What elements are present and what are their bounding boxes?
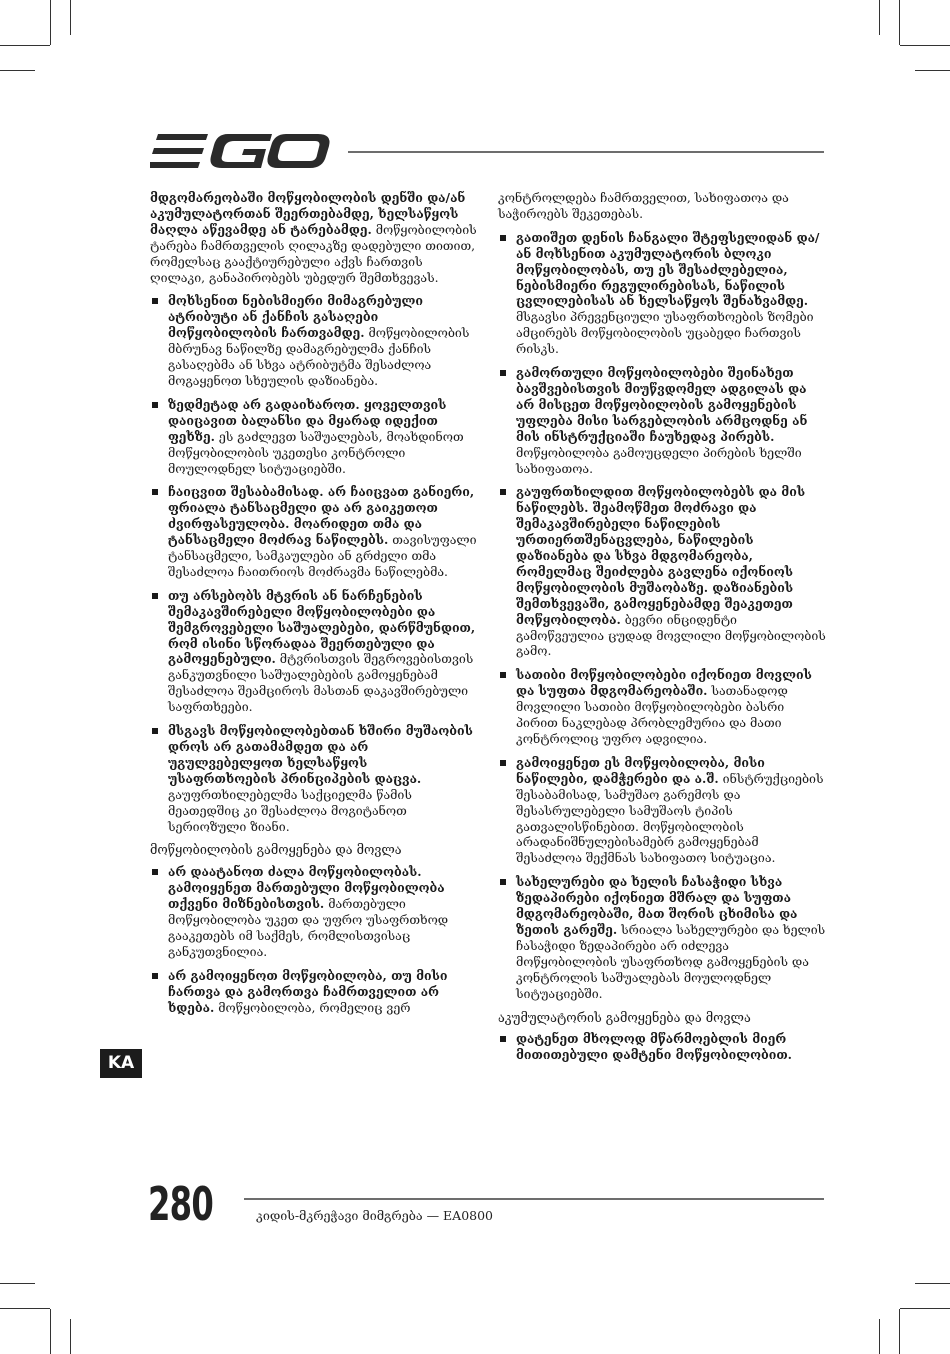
list-item-bold: გამორთული მოწყობილობები შეინახეთ ბავშვებისთვის მიუწვდომელ ადგილას და არ მისცეთ მოწყობილობის გამოყენების უფლება მისი სარგებლობის არმცოდნე ან მის ინსტრუქციაში ჩაუხედავ პირებს.: [516, 365, 808, 444]
bullet-square-icon: [152, 593, 158, 599]
list-item: [498, 667, 826, 747]
left-intro-bold: მდგომარეობაში მოწყობილობის დენში და/ან აკუმულატორთან შეერთებამდე, ხელსაწყოს მაღლა აწევამდე ან ტარებამდე.: [150, 190, 466, 237]
list-item-bold: გამოიყენეთ ეს მოწყობილობა, მისი ნაწილები, დამჭერები და ა.შ.: [516, 754, 765, 786]
list-item-bold: სახელურები და ხელის ჩასაჭიდი სხვა ზედაპირები იქონიეთ მშრალ და სუფთა მდგომარეობაში, მათ შორის ცხიმისა და ზეთის გარეშე.: [516, 874, 798, 937]
list-item: [150, 968, 478, 1016]
bullet-square-icon: [500, 1036, 506, 1042]
list-item-bold: არ დაატანოთ ძალა მოწყობილობას. გამოიყენეთ მართებული მოწყობილობა თქვენი მიზნებისთვის.: [168, 864, 445, 912]
bullet-square-icon: [152, 489, 158, 495]
list-item-text: მოწყობილობა, რომელიც ვერ: [214, 999, 411, 1015]
list-item: [498, 1031, 826, 1063]
bullet-square-icon: [500, 879, 506, 885]
bullet-square-icon: [500, 672, 506, 678]
list-item-text: სათანადოდ მოვლილი სათიბი მოწყობილობები ბასრი პირით ნაკლებად პრობლემურია და მათი კონტროლიც უფრო ადვილია.: [516, 683, 788, 746]
list-item-text: გაუფრთხილებელმა საქციელმა წამის მეათედშიც კი შესაძლოა მოგიტანოთ სერიოზული ზიანი.: [168, 786, 412, 834]
list-item-bold: სათიბი მოწყობილობები იქონიეთ მოვლის და სუფთა მდგომარეობაში.: [516, 667, 812, 699]
bullet-square-icon: [152, 298, 158, 304]
list-item-bold: თუ არსებობს მტვრის ან ნარჩენების შემაკავშირებელი მოწყობილობები და შემგროვებელი საშუალებები, დარწმუნდით, რომ ისინი სწორადაა შეერთებული და გამოყენებული.: [168, 587, 476, 667]
list-item: [498, 230, 826, 357]
list-item-text: მოწყობილობა გამოუცდელი პირების ხელში სახიფათოა.: [516, 444, 802, 476]
list-item: [498, 365, 826, 476]
list-item: [498, 755, 826, 866]
list-item-text: მტვრისთვის შეგროვებისთვის განკუთვნილი საშუალებების გამოყენებამ შესაძლოა შეამციროს მასთან დაკავშირებული საფრთხეები.: [168, 651, 474, 715]
list-item-bold: გაუფრთხილდით მოწყობილობებს და მის ნაწილებს. შეამოწმეთ მოძრავი და შემაკავშირებელი ნაწილების ურთიერთშენაცვლება, ნაწილების დაზიანება და სხვა მდგომარეობა, რომელმაც შეიძლება გავლენა იქონიოს მოწყობილობის მუშაობაზე. დაზიანების შემთხვევაში, გამოყენებამდე შეაკეთეთ მოწყობილობა.: [516, 484, 806, 627]
crop-mark: [899, 0, 900, 45]
section-heading: აკუმულატორის გამოყენება და მოვლა: [498, 1009, 751, 1025]
list-item-bold: გათიშეთ დენის ჩანგალი შტეფსელიდან და/ან მოხსენით აკუმულატორის ბლოკი მოწყობილობას, თუ ეს შესაძლებელია, ნებისმიერი რეგულირებისას, ნაწილის ცვლილებისას ან ხელსაწყოს შენახვამდე.: [516, 229, 820, 309]
list-item-text: თავისუფალი ტანსაცმელი, სამკაულები ან გრძელი თმა შესაძლოა ჩაითრიოს მოძრავმა ნაწილებმა.: [168, 532, 477, 579]
crop-mark: [915, 70, 950, 71]
list-item-text: ბევრი ინციდენტი გამოწვეულია ცუდად მოვლილი მოწყობილობის გამო.: [516, 611, 826, 659]
list-item-text: მსგავსი პრევენციული უსაფრთხოების ზომები ამცირებს მოწყობილობის უცაბედი ჩართვის რისკს.: [516, 309, 814, 357]
footer-rule: [244, 1198, 824, 1200]
left-intro-paragraph: [150, 190, 478, 285]
list-item-text: მართებული მოწყობილობა უკეთ და უფრო უსაფრთხოდ გააკეთებს იმ საქმეს, რომლისთვისაც განკუთვნილია.: [168, 896, 449, 959]
list-item: [150, 293, 478, 388]
crop-mark: [0, 70, 35, 71]
list-item: [150, 723, 478, 834]
list-item-bold: ჩაიცვით შესაბამისად. არ ჩაიცვათ განიერი, ფრიალა ტანსაცმელი და არ გაიკეთოთ ძვირფასეულობა. მოარიდეთ თმა და ტანსაცმელი მოძრავ ნაწილებს.: [168, 484, 475, 548]
crop-mark: [879, 0, 880, 35]
bullet-square-icon: [500, 760, 506, 766]
language-tab: KA: [100, 1049, 142, 1078]
bullet-square-icon: [152, 402, 158, 408]
crop-mark: [915, 1283, 950, 1284]
list-item: [150, 397, 478, 477]
crop-mark: [900, 45, 950, 46]
crop-mark: [50, 0, 51, 45]
list-item-bold: ზედმეტად არ გადაიხაროთ. ყოველთვის დაიცავით ბალანსი და მყარად იდექით ფეხზე.: [168, 396, 447, 444]
crop-mark: [70, 1319, 71, 1354]
header-rule: [348, 151, 824, 153]
list-item-bold: მსგავს მოწყობილობებთან ხშირი მუშაობის დროს არ გათამამდეთ და არ უგულვებელყოთ ხელსაწყოს უსაფრთხოების პრინციპების დაცვა.: [168, 723, 473, 786]
list-item: [498, 874, 826, 1001]
crop-mark: [879, 1319, 880, 1354]
list-item: [150, 864, 478, 959]
footer-text: კიდის-მკრეჭავი მიმგრება — EA0800: [256, 1208, 494, 1223]
bullet-square-icon: [500, 489, 506, 495]
right-column: [498, 190, 826, 1071]
list-item-text: სრიალა სახელურები და ხელის ჩასაჭიდი ზედაპირები არ იძლევა მოწყობილობის უსაფრთხოდ გამოყენების და კონტროლის საშუალებას მოულოდნელ სიტუაციებში.: [516, 921, 826, 1001]
crop-mark: [0, 1283, 35, 1284]
bullet-square-icon: [152, 728, 158, 734]
section-heading: მოწყობილობის გამოყენება და მოვლა: [150, 842, 402, 858]
list-item-bold: არ გამოიყენოთ მოწყობილობა, თუ მისი ჩართვა და გამორთვა ჩამრთველით არ ხდება.: [168, 967, 448, 1015]
bullet-square-icon: [500, 370, 506, 376]
list-item-bold: მოხსენით ნებისმიერი მიმაგრებული ატრიბუტი ან ქანჩის გასაღები მოწყობილობის ჩართვამდე.: [168, 293, 424, 341]
crop-mark: [899, 1309, 900, 1354]
bullet-square-icon: [500, 235, 506, 241]
list-item-text: მოწყობილობის მბრუნავ ნაწილზე დამაგრებულმა ქანჩის გასაღებმა ან სხვა ატრიბუტმა შესაძლოა მოგაყენოთ სხეულის დაზიანება.: [168, 325, 470, 388]
right-intro-paragraph: კონტროლდება ჩამრთველით, სახიფათოა და საჭიროებს შეკეთებას.: [498, 190, 789, 221]
bullet-square-icon: [152, 973, 158, 979]
list-item: [150, 588, 478, 715]
bullet-square-icon: [152, 869, 158, 875]
crop-mark: [900, 1308, 950, 1309]
list-item: [498, 484, 826, 659]
left-column: [150, 190, 478, 1024]
list-item: [150, 484, 478, 579]
left-intro-text: მოწყობილობის ტარება ჩამრთველის ღილაკზე დადებული თითით, რომელსაც გააქტიურებული აქვს ჩართვის ღილაკი, განაპირობებს უბედურ შემთხვევას.: [150, 221, 477, 285]
list-item-text: ინსტრუქციების შესაბამისად, სამუშაო გარემოს და შესასრულებელი სამუშაოს ტიპის გათვალისწინებით. მოწყობილობის არადანიშნულებისამებრ გამოყენებამ შესაძლოა შექმნას სახიფათო სიტუაცია.: [516, 770, 824, 866]
crop-mark: [50, 1309, 51, 1354]
crop-mark: [70, 0, 71, 35]
crop-mark: [0, 45, 50, 46]
list-item-bold: დატენეთ მხოლოდ მწარმოებლის მიერ მითითებული დამტენი მოწყობილობით.: [516, 1031, 792, 1063]
ego-logo: [150, 132, 332, 172]
page-number: 280: [148, 1177, 214, 1231]
list-item-text: ეს გაძლევთ საშუალებას, მოახდინოთ მოწყობილობის უკეთესი კონტროლი მოულოდნელ სიტუაციებში.: [168, 428, 464, 476]
crop-mark: [0, 1308, 50, 1309]
